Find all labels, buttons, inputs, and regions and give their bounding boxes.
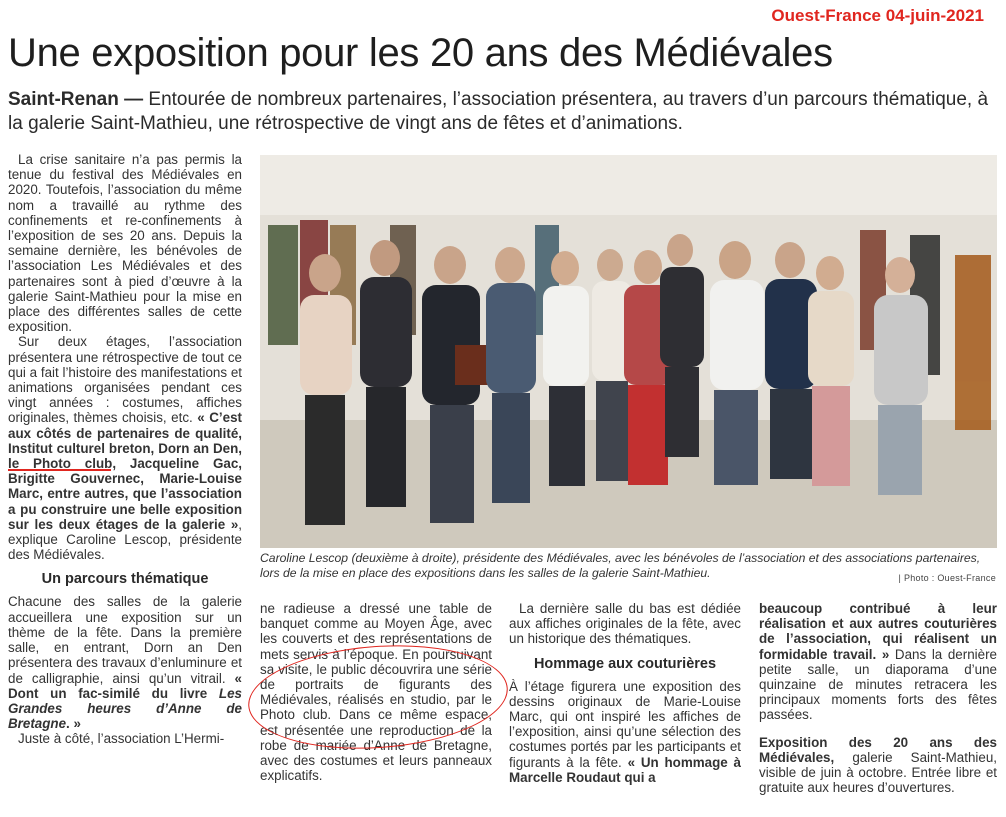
photo-caption: Caroline Lescop (deuxième à droite), présidente des Médiévales, avec les bénévoles de l’association et des associations partenaires, lors de la mise en place des expositions dans les salles de la galerie Saint-Mathieu. xyxy=(260,551,981,580)
column-1 xyxy=(8,152,242,747)
col2-paragraph: ne radieuse a dressé une table de banquet comme au Moyen Âge, avec les couverts et des représentations de mets servis à l’époque. En poursuivant sa visite, le public découvrira une série de portraits de figurants des Médiévales, réalisés en studio, par le Photo club. Dans ce même espace, est présentée une reproduction de la robe de mariée d’Anne de Bretagne, avec des costumes et leurs panneaux explicatifs. xyxy=(260,601,492,784)
group-photo-image xyxy=(260,155,997,548)
col4-paragraph-2: Exposition des 20 ans des Médiévales, galerie Saint-Mathieu, visible de juin à octobre. Entrée libre et gratuite aux heures d’ouvertures. xyxy=(759,734,997,796)
col1-paragraph-4: Juste à côté, l’association L’Hermi- xyxy=(18,731,225,747)
lede-text: Entourée de nombreux partenaires, l’association présentera, au travers d’un parcours thématique, à la galerie Saint-Mathieu, une rétrospective de vingt ans de fêtes et d’animations. xyxy=(8,89,989,134)
subhead-hommage: Hommage aux couturières xyxy=(533,655,717,672)
group-photo xyxy=(260,155,997,548)
col1-paragraph-2: Sur deux étages, l’association présentera une rétrospective de tout ce qui a fait l’histoire des manifestations et animations organisées pendant ces vingt années : costumes, affiches originales, thèmes choisis, etc. « C’est aux côtés de partenaires de qualité, Institut culturel breton, Dorn an Den, le Photo club, Jacqueline Gac, Brigitte Gouvernec, Marie-Louise Marc, entre autres, que l’association a pu construire une belle exposition sur les deux étages de la galerie », explique Caroline Lescop, présidente des Médiévales. xyxy=(8,334,242,563)
source-tag: Ouest-France 04-juin-2021 xyxy=(771,6,984,25)
column-2 xyxy=(260,601,492,783)
col1-paragraph-3: Chacune des salles de la galerie accueillera une exposition sur un thème de la fête. Dans la première salle, en entrant, Dorn an Den présentera des travaux d’enluminure et de calligraphie, ainsi qu’un vitrail. « Dont un fac-similé du livre Les Grandes heures d’Anne de Bretagne. » xyxy=(8,594,242,732)
lede-place: Saint-Renan — xyxy=(8,89,144,110)
photo-credit: | Photo : Ouest-France xyxy=(898,573,996,583)
col3-paragraph-1: La dernière salle du bas est dédiée aux affiches originales de la fête, avec un historique des thématiques. xyxy=(509,601,741,647)
headline: Une exposition pour les 20 ans des Médiévales xyxy=(8,31,833,75)
subhead-parcours: Un parcours thématique xyxy=(41,571,209,588)
col1-paragraph-1: La crise sanitaire n’a pas permis la tenue du festival des Médiévales en 2020. Toutefois, l’association du même nom a travaillé au rythme des confinements et re-confinements à l’exposition de ses 20 ans. Depuis la semaine dernière, les bénévoles de l’association Les Médiévales et des partenaires sont à pied d’œuvre à la galerie Saint-Mathieu pour la mise en place des différentes salles de cette exposition. xyxy=(8,152,242,335)
lede xyxy=(8,88,998,136)
column-3 xyxy=(509,601,741,785)
column-4 xyxy=(759,601,997,795)
col4-paragraph-1: beaucoup contribué à leur réalisation et aux autres couturières de l’association, qui réalisent un formidable travail. » Dans la dernière petite salle, un diaporama d’une quinzaine de minutes retracera les principaux moments forts des fêtes passées. xyxy=(759,601,997,723)
col3-paragraph-2: À l’étage figurera une exposition des dessins originaux de Marie-Louise Marc, qui ont inspiré les affiches de l’exposition, ainsi qu’une sélection des costumes portés par les participants et figurants à la fête. « Un hommage à Marcelle Roudaut qui a xyxy=(509,678,742,785)
photo-club-highlight: le Photo club, xyxy=(8,456,117,472)
